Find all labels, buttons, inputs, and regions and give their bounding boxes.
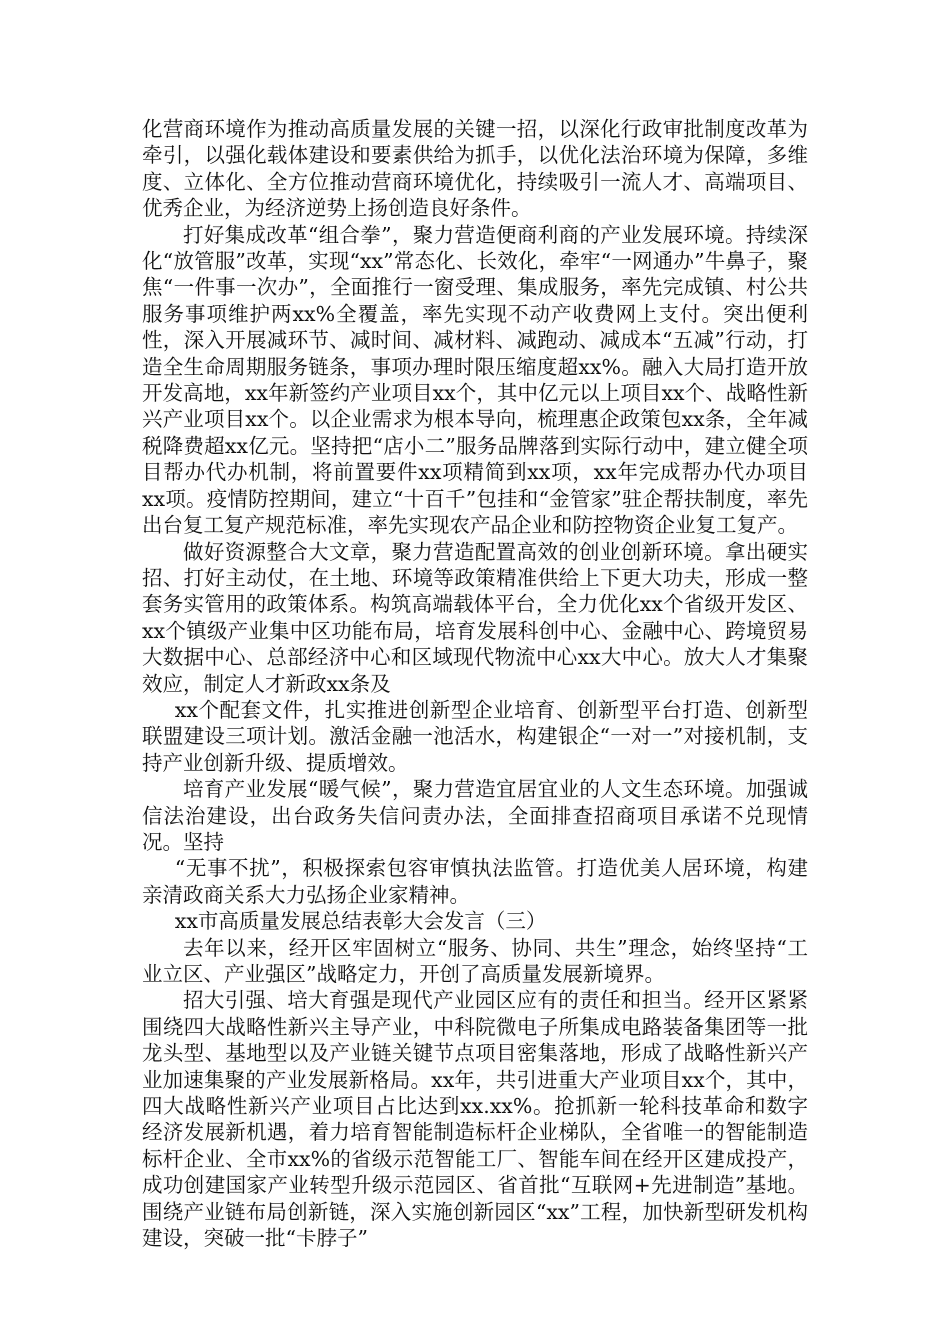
- paragraph-7: 去年以来，经开区牢固树立“服务、协同、共生”理念，始终坚持“工业立区、产业强区”战略定力，开创了高质量发展新境界。: [142, 935, 808, 986]
- document-page: [142, 116, 808, 1251]
- section-heading: xx市高质量发展总结表彰大会发言（三）: [174, 909, 547, 934]
- paragraph-4: xx个配套文件，扎实推进创新型企业培育、创新型平台打造、创新型联盟建设三项计划。激活金融一池活水，构建银企“一对一”对接机制，支持产业创新升级、提质增效。: [142, 697, 808, 775]
- paragraph-6: “无事不扰”，积极探索包容审慎执法监管。打造优美人居环境，构建亲清政商关系大力弘扬企业家精神。: [142, 856, 808, 907]
- paragraph-5: 培育产业发展“暖气候”，聚力营造宜居宜业的人文生态环境。加强诚信法治建设，出台政务失信问责办法，全面排查招商项目承诺不兑现情况。坚持: [142, 777, 808, 854]
- paragraph-8: 招大引强、培大育强是现代产业园区应有的责任和担当。经开区紧紧围绕四大战略性新兴主导产业，中科院微电子所集成电路装备集团等一批龙头型、基地型以及产业链关键节点项目密集落地，形成了战略性新兴产业加速集聚的产业发展新格局。xx年，共引进重大产业项目xx个，其中，四大战略性新兴产业项目占比达到xx.xx%。抢抓新一轮科技革命和数字经济发展新机遇，着力培育智能制造标杆企业梯队，全省唯一的智能制造标杆企业、全市xx%的省级示范智能工厂、智能车间在经开区建成投产，成功创建国家产业转型升级示范园区、省首批“互联网+先进制造”基地。围绕产业链布局创新链，深入实施创新园区“xx”工程，加快新型研发机构建设，突破一批“卡脖子”: [142, 988, 808, 1251]
- paragraph-3: 做好资源整合大文章，聚力营造配置高效的创业创新环境。拿出硬实招、打好主动仗，在土地、环境等政策精准供给上下更大功夫，形成一整套务实管用的政策体系。构筑高端载体平台，全力优化xx个省级开发区、xx个镇级产业集中区功能布局，培育发展科创中心、金融中心、跨境贸易大数据中心、总部经济中心和区域现代物流中心xx大中心。放大人才集聚效应，制定人才新政xx条及: [142, 539, 808, 696]
- paragraph-1: 化营商环境作为推动高质量发展的关键一招，以深化行政审批制度改革为牵引，以强化载体建设和要素供给为抓手，以优化法治环境为保障，多维度、立体化、全方位推动营商环境优化，持续吸引一流人才、高端项目、优秀企业，为经济逆势上扬创造良好条件。: [142, 117, 808, 221]
- paragraph-2: 打好集成改革“组合拳”，聚力营造便商利商的产业发展环境。持续深化“放管服”改革，实现“xx”常态化、长效化，牵牢“一网通办”牛鼻子，聚焦“一件事一次办”，全面推行一窗受理、集成服务，率先完成镇、村公共服务事项维护两xx%全覆盖，率先实现不动产收费网上支付。突出便利性，深入开展减环节、减时间、减材料、减跑动、减成本“五减”行动，打造全生命周期服务链条，事项办理时限压缩度超xx%。融入大局打造开放开发高地，xx年新签约产业项目xx个，其中亿元以上项目xx个、战略性新兴产业项目xx个。以企业需求为根本导向，梳理惠企政策包xx条，全年减税降费超xx亿元。坚持把“店小二”服务品牌落到实际行动中，建立健全项目帮办代办机制，将前置要件xx项精简到xx项，xx年完成帮办代办项目xx项。疫情防控期间，建立“十百千”包挂和“金管家”驻企帮扶制度，率先出台复工复产规范标准，率先实现农产品企业和防控物资企业复工复产。: [142, 222, 808, 538]
